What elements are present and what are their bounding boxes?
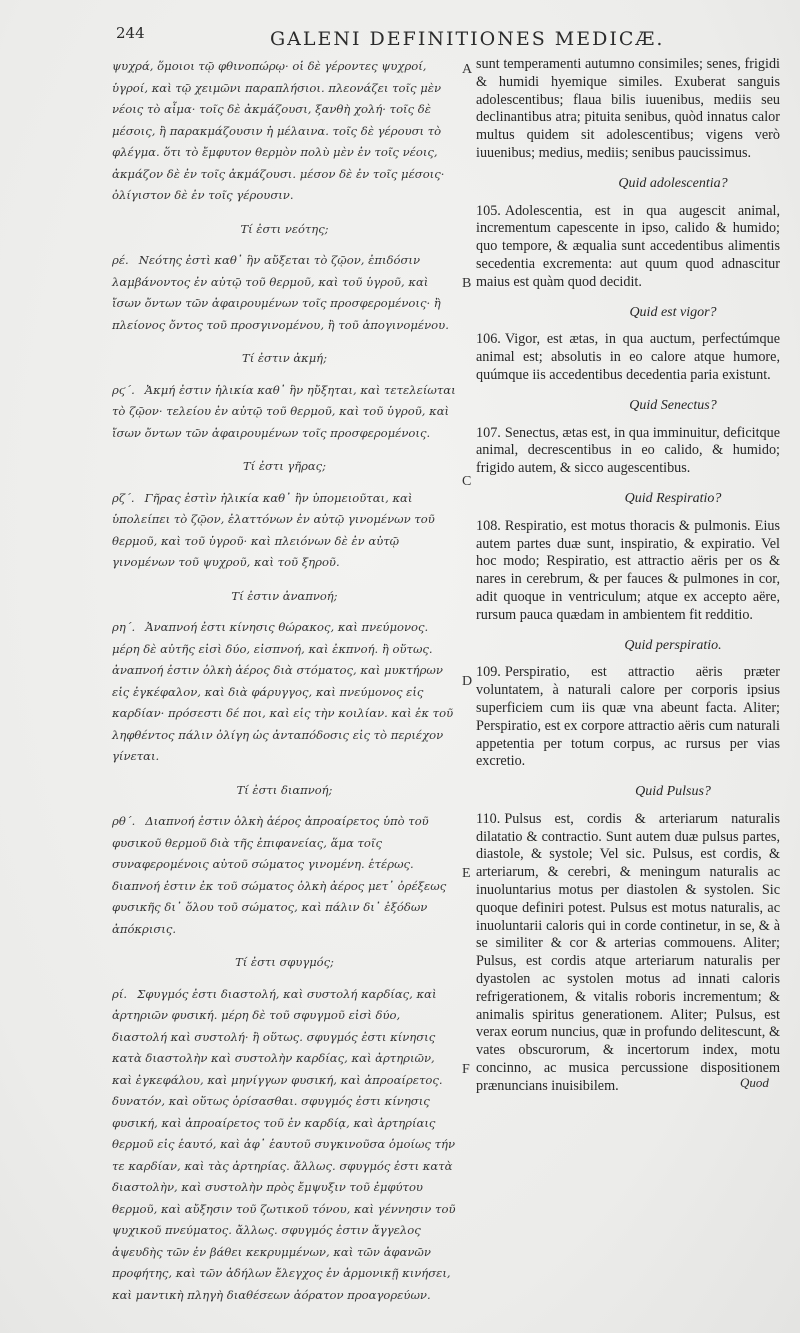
- greek-def-number: ρί.: [112, 986, 128, 1001]
- greek-heading: Τί ἐστιν ἀκμή;: [242, 351, 327, 365]
- greek-def-text: Γῆρας ἐστὶν ἡλικία καθ᾽ ἣν ὑπομειοῦται, καὶ ὑπολείπει τὸ ζῷον, ἐλαττόνων ἐν αὐτῷ γινομένων τοῦ θερμοῦ, καὶ τοῦ ὑγροῦ· καὶ πλειόνων δὲ ἐν αὐτῷ γινομένων τοῦ ψυχροῦ, καὶ τοῦ ξηροῦ.: [112, 490, 435, 569]
- latin-def-text: Perspiratio, est attractio aëris præter voluntatem, à naturali calore per corporis ipsius superficiem cum iis quæ vna abeunt facta. Aliter; Perspiratio, est ex corpore attractio aëris cum naturali appetentia per totum corpus, ac rursus per vias excretio.: [476, 664, 780, 770]
- greek-def-number: ρη΄.: [112, 620, 136, 634]
- greek-heading: Τί ἐστιν ἀναπνοή;: [231, 588, 338, 603]
- latin-definition: [476, 331, 780, 384]
- latin-def-text: Vigor, est ætas, in qua auctum, perfectúmque animal est; absolutis in eo calore atque humore, quúmque iis accedentibus decedentia paria existunt.: [476, 331, 780, 383]
- greek-def-number: ρζ΄.: [112, 490, 135, 505]
- margin-letter-b: B: [462, 276, 472, 291]
- greek-intro: ψυχρά, ὅμοιοι τῷ φθινοπώρῳ· οἱ δὲ γέροντες ψυχροί, ὑγροί, καὶ τῷ χειμῶνι παραπλήσιοι. πλεονάζει τοῖς μὲν νέοις τὸ αἷμα· τοῖς δὲ ἀκμάζουσι, ξανθὴ χολή· τοῖς δὲ μέσοις, ἢ παρακμάζουσιν ἡ μέλαινα. τοῖς δὲ γέρουσι τὸ φλέγμα. ὅτι τὸ ἔμφυτον θερμὸν πολὺ μὲν ἐν τοῖς νέοις, ἀκμάζον δὲ ἐν τοῖς ἀκμάζουσι. μέσον δὲ ἐν τοῖς μέσοις· ὀλίγιστον δὲ ἐν τοῖς γέρουσιν.: [112, 59, 445, 202]
- greek-definition: [112, 984, 457, 1307]
- latin-def-number: 110.: [476, 810, 501, 827]
- greek-heading: Τί ἐστι διαπνοή;: [236, 782, 333, 797]
- latin-heading: Quid Respiratio?: [624, 490, 722, 506]
- running-head: GALENI DEFINITIONES MEDICÆ.: [270, 28, 665, 50]
- greek-def-text: Νεότης ἐστὶ καθ᾽ ἣν αὔξεται τὸ ζῷον, ἐπιδόσιν λαμβάνοντος ἐν αὐτῷ τοῦ θερμοῦ, καὶ τοῦ ὑγροῦ, καὶ ἴσων ὄντων τῶν ἀφαιρουμένων τοῖς προσφερομένοις· ἢ πλείονος ὄντος τοῦ προσγινομένου, ἢ τοῦ ἀπογινομένου.: [112, 253, 449, 332]
- greek-def-number: ρθ΄.: [112, 814, 136, 828]
- latin-heading: Quid adolescentia?: [618, 175, 728, 191]
- latin-definition: [476, 425, 780, 478]
- latin-heading: Quid perspiratio.: [624, 637, 722, 653]
- greek-definition: [112, 250, 457, 336]
- latin-intro: sunt temperamenti autumno consimiles; senes, frigidi & humidi hyemique similes. Exuberat sanguis adolescentibus; flaua bilis iuuenibus, mediis seu declinantibus atra; pituita senibus, quòd innatus calor multus quidem sit adolescentibus; vigens verò iuuenibus; medius, mediis; senibus paucissimus.: [476, 56, 780, 161]
- latin-heading: Quid est vigor?: [629, 304, 717, 320]
- latin-def-text: Pulsus est, cordis & arteriarum naturalis dilatatio & contractio. Sunt autem duæ pulsus partes, diastole, & systole; Vel sic. Pulsus, est cordis, & arteriarum, & cerebri, & meningum naturalis ac inuoluntarius motus per diastolen & systolen. Sic quoque definiri potest. Pulsus est motus naturalis, ac inuoluntarii caloris qui in corde continetur, in se, & à se similiter & cor & arterias commouens. Aliter; Pulsus, est cordis atque arteriarum naturalis per dyastolen ac systolen motus ad innati caloris refrigerationem, & vitalis roboris incrementum; & animalis spiritus generationem. Aliter; Pulsus, est verax eorum nuncius, quæ in profundo delitescunt, & vates obscurorum, & incertorum index, motu concinno, ac musica percussione dispositionem prænuncians inuisibilem.: [476, 810, 780, 1094]
- margin-letter-a: A: [462, 62, 473, 77]
- latin-def-number: 106.: [476, 331, 501, 348]
- greek-def-text: Διαπνοή ἐστιν ὁλκὴ ἀέρος ἀπροαίρετος ὑπὸ τοῦ φυσικοῦ θερμοῦ διὰ τῆς ἐπιφανείας, ἅμα τοῖς συναφερομένοις αὐτοῦ σώματος γινομένη. ἑτέρως. διαπνοή ἐστιν ἐκ τοῦ σώματος ὁλκὴ ἀέρος μετ᾽ ὀρέξεως φυσικῆς δι᾽ ὅλου τοῦ σώματος, καὶ πάλιν δι᾽ ἐξόδων ἀπόκρισις.: [112, 814, 447, 936]
- margin-letter-e: E: [462, 866, 471, 881]
- latin-def-number: 109.: [476, 664, 501, 681]
- margin-letter-c: C: [462, 474, 472, 489]
- margin-letter-d: D: [462, 674, 473, 689]
- latin-column: [476, 56, 780, 1096]
- latin-definition: [476, 203, 780, 292]
- greek-def-number: ρϛ΄.: [112, 382, 135, 397]
- catchword: Quod: [740, 1075, 769, 1090]
- page-number: 244: [116, 24, 145, 42]
- latin-def-text: Respiratio, est motus thoracis & pulmonis. Eius autem partes duæ sunt, inspiratio, & expiratio. Vel hoc modo; Respiratio, est attractio aëris per os & nares in cerebrum, & per fauces & pulmones in cor, adit quoque in ventriculum; atque ex accepto aëre, rursum pauca quædam in ambientem fit redditio.: [476, 517, 780, 623]
- greek-definition: [112, 811, 457, 940]
- latin-definition: [476, 664, 780, 771]
- latin-def-number: 105.: [476, 202, 501, 219]
- margin-letter-f: F: [462, 1062, 470, 1077]
- greek-def-text: Σφυγμός ἐστι διαστολή, καὶ συστολή καρδίας, καὶ ἀρτηριῶν φυσική. μέρη δὲ τοῦ σφυγμοῦ εἰσὶ δύο, διαστολή καὶ συστολή· ἢ οὕτως. σφυγμός ἐστι κίνησις κατὰ διαστολὴν καὶ συστολὴν καρδίας, καὶ ἀρτηριῶν, καὶ ἐγκεφάλου, καὶ μηνίγγων φυσική, καὶ ἀπροαίρετος. δυνατόν, καὶ οὕτως ὁρίσασθαι. σφυγμός ἐστι κίνησις φυσική, καὶ ἀπροαίρετος τοῦ ἐν καρδίᾳ, καὶ ἀρτηρίαις θερμοῦ εἰς ἑαυτό, καὶ ἀφ᾽ ἑαυτοῦ συγκινοῦσα ὁμοίως τήν τε καρδίαν, καὶ τὰς ἀρτηρίας. ἄλλως. σφυγμός ἐστι κατὰ διαστολὴν, καὶ συστολὴν πρὸς ἔμψυξιν τοῦ ἐμφύτου θερμοῦ, καὶ αὔξησιν τοῦ ζωτικοῦ τόνου, καὶ γέννησιν τοῦ ψυχικοῦ πνεύματος. ἄλλως. σφυγμός ἐστιν ἄγγελος ἀψευδὴς τῶν ἐν βάθει κεκρυμμένων, καὶ τῶν ἀφανῶν προφήτης, καὶ τῶν ἀδήλων ἔλεγχος ἐν ἁρμονικῇ κινήσει, καὶ μαντικὴ πληγὴ διαθέσεων ἀόρατον προαγορεύων.: [112, 986, 456, 1302]
- greek-def-text: Ἀναπνοή ἐστι κίνησις θώρακος, καὶ πνεύμονος. μέρη δὲ αὐτῆς εἰσὶ δύο, εἰσπνοή, καὶ ἐκπνοή. ἢ οὕτως. ἀναπνοή ἐστιν ὁλκὴ ἀέρος διὰ στόματος, καὶ μυκτήρων εἰς ἐγκέφαλον, καὶ διὰ φάρυγγος, καὶ πνεύμονος εἰς καρδίαν· πρόσεστι δέ ποι, καὶ εἰς τὴν κοιλίαν. καὶ ἐκ τοῦ ληφθέντος πάλιν ὀλίγη ὡς ἀνταπόδοσις εἰς τὸ περιέχον γίνεται.: [112, 620, 454, 763]
- greek-definition: [112, 617, 457, 768]
- latin-def-number: 107.: [476, 424, 501, 441]
- greek-heading: Τί ἐστι σφυγμός;: [235, 955, 334, 969]
- latin-def-text: Senectus, ætas est, in qua imminuitur, deficitque animal, decrescentibus in eo calido, & humido; frigido autem, & sicco augescentibus.: [476, 424, 780, 477]
- latin-definition: [476, 811, 780, 1096]
- greek-definition: [112, 488, 457, 574]
- greek-def-number: ρέ.: [112, 253, 129, 267]
- greek-def-text: Ἀκμή ἐστιν ἡλικία καθ᾽ ἣν ηὔξηται, καὶ τετελείωται τὸ ζῷον· τελείου ἐν αὐτῷ τοῦ θερμοῦ, καὶ τοῦ ὑγροῦ, καὶ ἴσων ὄντων τῶν ἀφαιρουμένων τοῖς προσφερομένοις.: [112, 382, 456, 440]
- greek-heading: Τί ἐστι γῆρας;: [243, 459, 326, 473]
- latin-def-text: Adolescentia, est in qua augescit animal, incrementum capescente in ipso, calido & humido; quo tempore, & æqualia sunt accedentibus alimentis secedentia excrementa: aut quum quod adnascitur maius est quàm quod decidit.: [476, 202, 780, 290]
- latin-heading: Quid Pulsus?: [635, 784, 711, 800]
- greek-column: [112, 56, 457, 1306]
- greek-definition: [112, 380, 457, 445]
- latin-definition: [476, 518, 780, 625]
- greek-heading: Τί ἐστι νεότης;: [240, 221, 329, 236]
- latin-heading: Quid Senectus?: [629, 397, 717, 413]
- latin-def-number: 108.: [476, 517, 501, 534]
